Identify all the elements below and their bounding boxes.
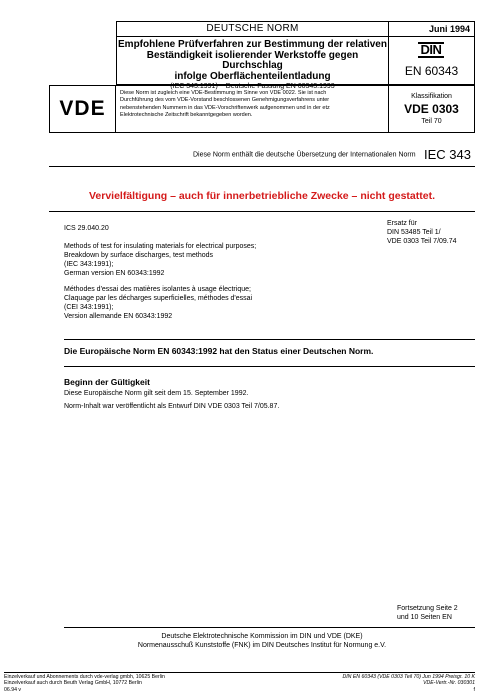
footer-right — [342, 674, 475, 693]
french-title-line-4: Version allemande EN 60343:1992 — [64, 313, 173, 320]
english-title-line-1: Methods of test for insulating materials for electrical purposes; — [64, 243, 257, 250]
english-title — [64, 242, 256, 278]
footer-left-line-3: 06.94 v — [4, 686, 22, 693]
continuation-line-1: Fortsetzung Seite 2 — [397, 605, 458, 612]
replacement-line-3: VDE 0303 Teil 7/09.74 — [387, 238, 457, 245]
classification-block — [389, 85, 475, 133]
french-title-line-2: Claquage par les décharges superficielles, méthodes d'essai — [64, 295, 253, 302]
iec-number: IEC 343 — [424, 147, 471, 163]
classification-part: Teil 70 — [421, 118, 442, 125]
title-block — [116, 37, 389, 90]
vde-text-block — [116, 85, 389, 133]
divider-status — [64, 366, 475, 367]
vde-text-line-3: nebenstehenden Nummern in das VDE-Vorschriftenwerk aufgenommen und in der etz — [120, 104, 330, 111]
divider-bottom — [64, 627, 475, 628]
din-block — [389, 37, 475, 85]
title-line-2: Beständigkeit isolierender Werkstoffe gegen Durchschlag — [146, 49, 359, 71]
english-title-line-4: German version EN 60343:1992 — [64, 270, 165, 277]
commission-line-1: Deutsche Elektrotechnische Kommission im DIN und VDE (DKE) — [161, 633, 363, 640]
vde-text-line-2: Durchführung des vom VDE-Vorstand beschlossenen Genehmigungsverfahrens unter — [120, 97, 330, 104]
classification-label: Klassifikation — [411, 93, 452, 100]
copy-warning: Vervielfältigung – auch für innerbetriebliche Zwecke – nicht gestattet. — [88, 190, 435, 202]
footer-right-line-3: f — [473, 686, 475, 693]
english-title-line-3: (IEC 343:1991); — [64, 261, 114, 268]
iec-statement-text: Diese Norm enthält die deutsche Übersetzung der Internationalen Norm — [192, 151, 416, 159]
divider-middle — [49, 211, 475, 212]
status-statement: Die Europäische Norm EN 60343:1992 hat den Status einer Deutschen Norm. — [64, 346, 374, 356]
validity-line-2: Norm-Inhalt war veröffentlicht als Entwurf DIN VDE 0303 Teil 7/05.87. — [64, 403, 280, 410]
french-title-line-1: Méthodes d'essai des matières isolantes à usage électrique; — [64, 286, 251, 293]
replacement-line-2: DIN 53485 Teil 1/ — [387, 229, 441, 236]
iec-reference: (IEC 343:1991) — [170, 83, 218, 90]
vde-text-line-4: Elektrotechnische Zeitschrift bekanntgegeben worden. — [120, 112, 253, 119]
footer-left-line-2: Einzelverkauf auch durch Beuth Verlag GmbH, 10772 Berlin — [4, 680, 142, 687]
validity-heading: Beginn der Gültigkeit — [64, 377, 150, 387]
publication-date: Juni 1994 — [428, 24, 470, 34]
continuation-line-2: und 10 Seiten EN — [397, 614, 452, 621]
title-line-3: infolge Oberflächenteilentladung — [174, 70, 331, 82]
footer-right-line-1: DIN EN 60343 (VDE 0303 Teil 70) Jun 1994 Preisgr. 10 K — [342, 674, 475, 680]
vde-logo: VDE — [59, 97, 106, 120]
continuation-note — [397, 604, 458, 622]
ics-code: ICS 29.040.20 — [64, 225, 109, 232]
footer-right-line-2: VDE-Vertr.-Nr. 030301 — [423, 680, 475, 687]
french-title — [64, 285, 252, 321]
classification-number: VDE 0303 — [404, 102, 459, 116]
vde-logo-block — [49, 85, 116, 133]
date-box — [389, 21, 475, 37]
french-title-line-3: (CEI 343:1991); — [64, 304, 114, 311]
validity-line-1: Diese Europäische Norm gilt seit dem 15. September 1992. — [64, 390, 249, 397]
din-logo-text: DIN — [420, 42, 442, 57]
divider-footer — [4, 672, 475, 673]
english-title-line-2: Breakdown by surface discharges, test methods — [64, 252, 214, 259]
replacement-line-1: Ersatz für — [387, 220, 417, 227]
divider-top — [49, 166, 475, 167]
vde-text-line-1: Diese Norm ist zugleich eine VDE-Bestimmung im Sinne von VDE 0022. Sie ist nach — [120, 90, 327, 96]
divider-lower — [64, 339, 475, 340]
commission-line-2: Normenausschuß Kunststoffe (FNK) im DIN Deutsches Institut für Normung e.V. — [137, 642, 387, 649]
title-line-1: Empfohlene Prüfverfahren zur Bestimmung der relativen — [118, 39, 387, 50]
din-logo — [418, 42, 444, 58]
footer-left — [4, 674, 165, 693]
fassung: Deutsche Fassung EN 60343:1993 — [225, 83, 335, 90]
din-number: EN 60343 — [404, 64, 459, 78]
commission — [49, 632, 475, 650]
replacement — [387, 219, 457, 246]
iec-statement — [49, 146, 475, 164]
norm-type: DEUTSCHE NORM — [206, 23, 299, 34]
footer-left-line-1: Einzelverkauf und Abonnements durch vde-verlag gmbh, 10625 Berlin — [4, 674, 165, 680]
header-bar — [116, 21, 389, 37]
